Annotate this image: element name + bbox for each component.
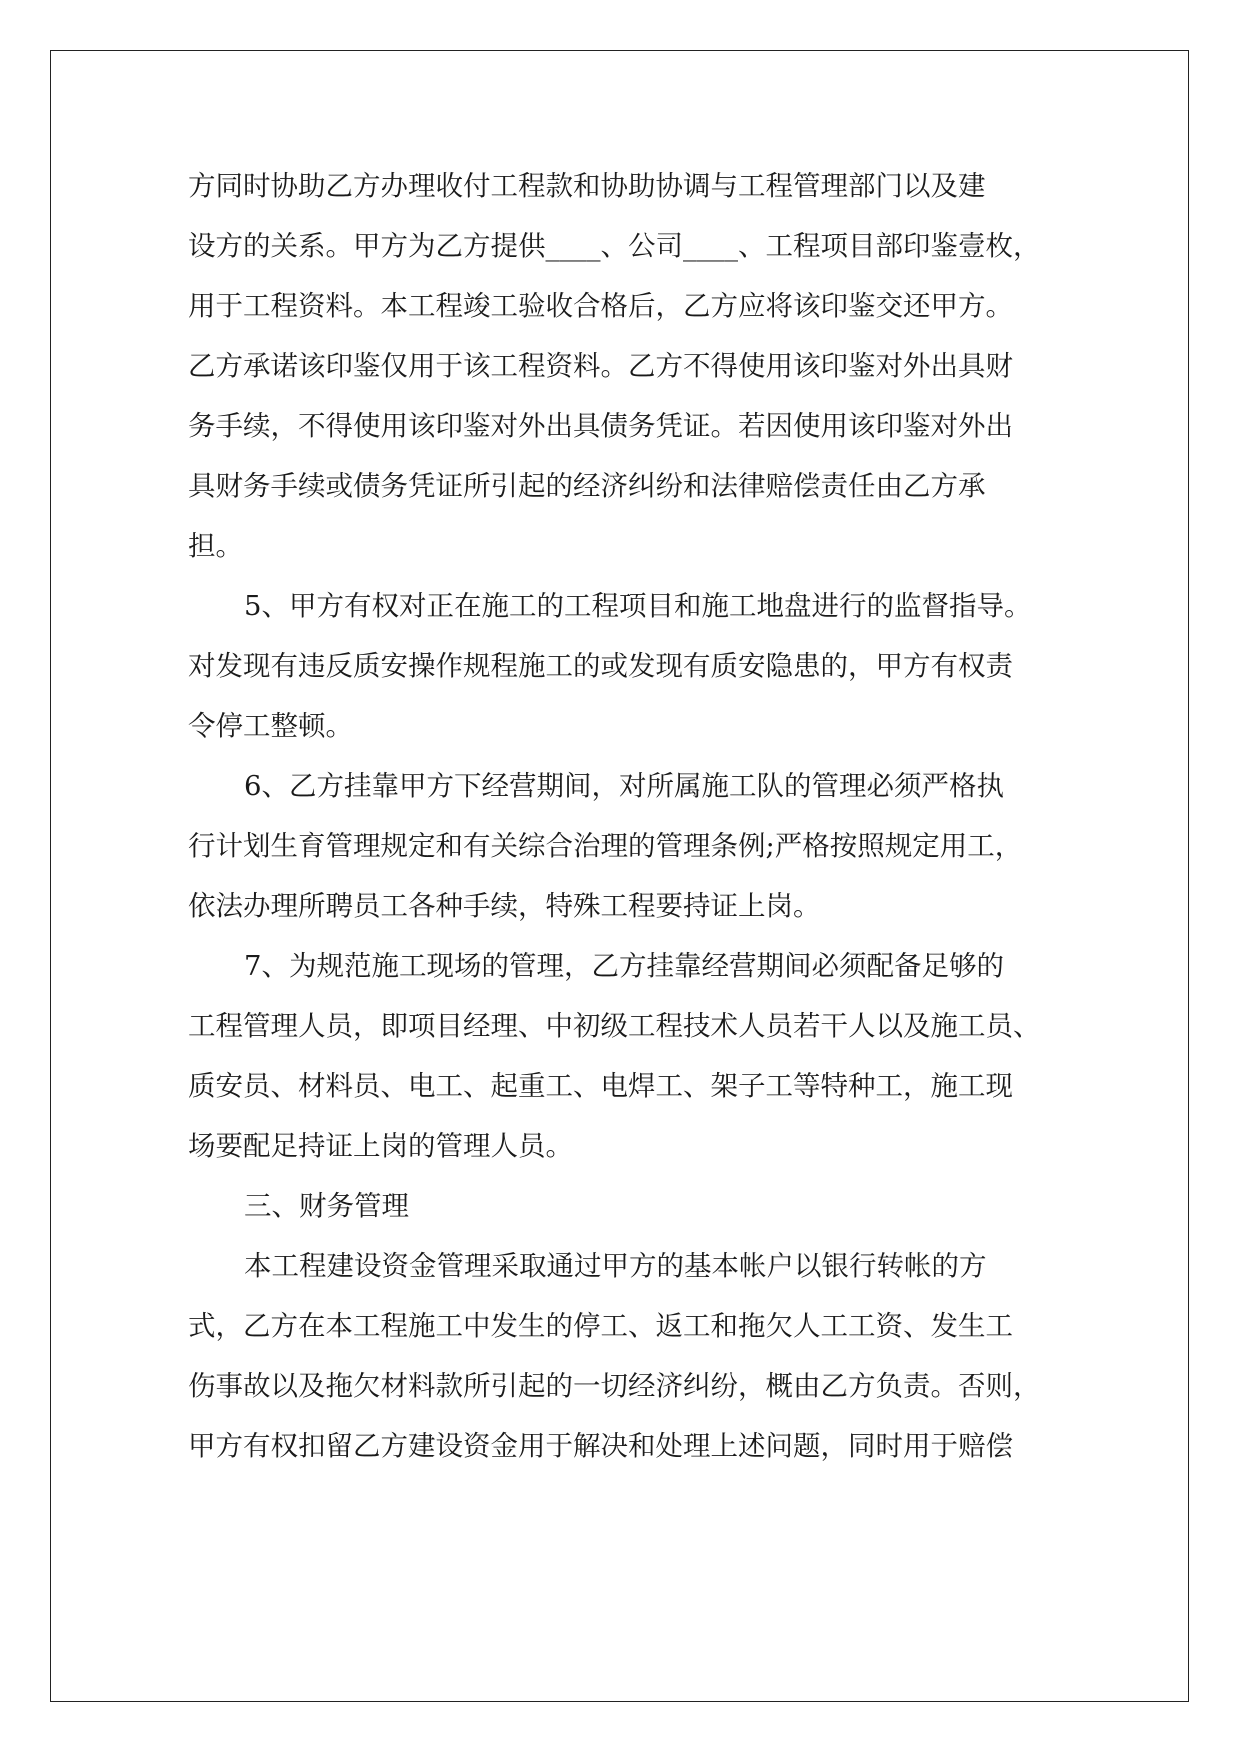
paragraph-clause-7 <box>188 936 1068 1176</box>
text-line: 甲方有权扣留乙方建设资金用于解决和处理上述问题，同时用于赔偿 <box>188 1430 1013 1462</box>
paragraph-clause-5 <box>188 576 1068 756</box>
text-line: 式，乙方在本工程施工中发生的停工、返工和拖欠人工工资、发生工 <box>188 1310 1013 1342</box>
text-line: 质安员、材料员、电工、起重工、电焊工、架子工等特种工，施工现 <box>188 1070 1013 1102</box>
text-line: 令停工整顿。 <box>188 710 353 742</box>
text-line: 依法办理所聘员工各种手续，特殊工程要持证上岗。 <box>188 890 821 922</box>
text-line: 场要配足持证上岗的管理人员。 <box>188 1130 573 1162</box>
text-line: 对发现有违反质安操作规程施工的或发现有质安隐患的，甲方有权责 <box>188 650 1013 682</box>
text-line: 具财务手续或债务凭证所引起的经济纠纷和法律赔偿责任由乙方承 <box>188 470 986 502</box>
paragraph-seal-usage <box>188 156 1068 576</box>
text-line: 伤事故以及拖欠材料款所引起的一切经济纠纷，概由乙方负责。否则， <box>188 1370 1041 1402</box>
text-line: 7、为规范施工现场的管理，乙方挂靠经营期间必须配备足够的 <box>244 950 1004 982</box>
paragraph-clause-6 <box>188 756 1068 936</box>
document-body <box>188 156 1068 1476</box>
text-line: 设方的关系。甲方为乙方提供____、公司____、工程项目部印鉴壹枚， <box>188 230 1041 262</box>
text-line: 工程管理人员，即项目经理、中初级工程技术人员若干人以及施工员、 <box>188 1010 1041 1042</box>
text-line: 务手续，不得使用该印鉴对外出具债务凭证。若因使用该印鉴对外出 <box>188 410 1013 442</box>
text-line: 乙方承诺该印鉴仅用于该工程资料。乙方不得使用该印鉴对外出具财 <box>188 350 1013 382</box>
section-heading: 三、财务管理 <box>244 1190 409 1222</box>
text-line: 方同时协助乙方办理收付工程款和协助协调与工程管理部门以及建 <box>188 170 986 202</box>
paragraph-finance <box>188 1236 1068 1476</box>
text-line: 用于工程资料。本工程竣工验收合格后，乙方应将该印鉴交还甲方。 <box>188 290 1013 322</box>
text-line: 6、乙方挂靠甲方下经营期间，对所属施工队的管理必须严格执 <box>244 770 1004 802</box>
text-line: 担。 <box>188 530 243 562</box>
text-line: 行计划生育管理规定和有关综合治理的管理条例;严格按照规定用工， <box>188 830 1023 862</box>
text-line: 5、甲方有权对正在施工的工程项目和施工地盘进行的监督指导。 <box>244 590 1032 622</box>
section-heading-finance <box>188 1176 1068 1236</box>
text-line: 本工程建设资金管理采取通过甲方的基本帐户以银行转帐的方 <box>244 1250 987 1282</box>
